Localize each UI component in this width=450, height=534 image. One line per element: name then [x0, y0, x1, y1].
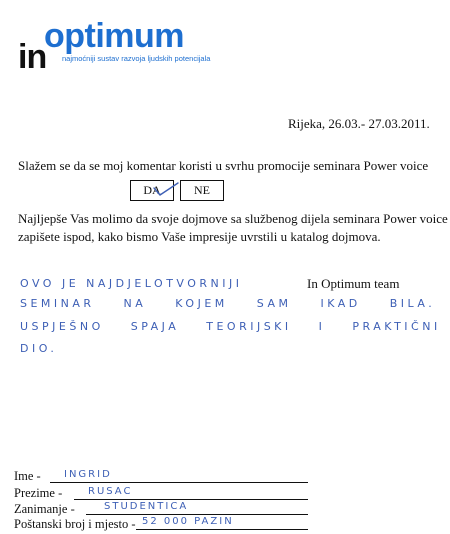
field-value-last-name[interactable]: RUSAC	[88, 486, 133, 497]
field-label-postal-city: Poštanski broj i mjesto -	[14, 517, 136, 531]
field-value-postal-city[interactable]: 52 000 PAZIN	[142, 516, 234, 527]
request-text-line-2: zapišete ispod, kako bismo Vaše impresije uvrstili u katalog dojmova.	[18, 229, 381, 244]
field-label-last-name: Prezime -	[14, 486, 63, 500]
field-value-first-name[interactable]: INGRID	[64, 469, 112, 480]
logo-tagline: najmoćniji sustav razvoja ljudskih potencijala	[62, 54, 211, 63]
field-line-postal-city	[136, 529, 308, 530]
field-line-last-name	[74, 499, 308, 500]
handwritten-comment-line: DIO.	[20, 342, 58, 355]
consent-text: Slažem se da se moj komentar koristi u svrhu promocije seminara Power voice	[18, 158, 429, 173]
handwritten-comment-line: SEMINAR NA KOJEM SAM IKAD BILA.	[20, 297, 436, 310]
document-date: Rijeka, 26.03.- 27.03.2011.	[288, 116, 430, 131]
team-signature: In Optimum team	[307, 276, 400, 291]
handwritten-comment-line: USPJEŠNO SPAJA TEORIJSKI I PRAKTIČNI	[20, 320, 441, 333]
handwritten-comment-line: OVO JE NAJDJELOTVORNIJI	[20, 277, 243, 290]
field-line-first-name	[50, 482, 308, 483]
option-no-box[interactable]: NE	[180, 180, 224, 201]
field-line-occupation	[86, 514, 308, 515]
field-label-first-name: Ime -	[14, 469, 41, 483]
logo-in-text: in	[18, 38, 47, 76]
option-yes-box[interactable]: DA	[130, 180, 174, 201]
request-text-line-1: Najljepše Vas molimo da svoje dojmove sa službenog dijela seminara Power voice	[18, 211, 448, 226]
checkmark-icon	[152, 182, 180, 198]
field-label-occupation: Zanimanje -	[14, 502, 75, 516]
field-value-occupation[interactable]: STUDENTICA	[104, 501, 189, 512]
logo-optimum-text: optimum	[44, 17, 185, 55]
